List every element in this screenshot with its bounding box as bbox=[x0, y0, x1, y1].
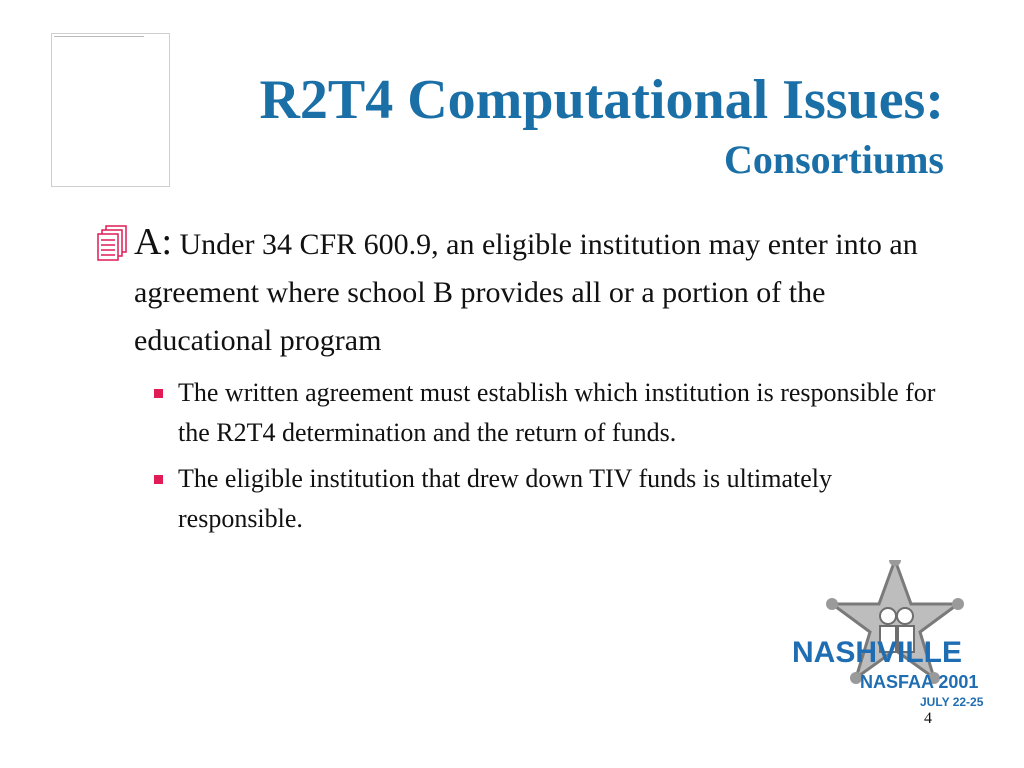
logo-name: NASHVILLE bbox=[792, 636, 963, 669]
answer-label: A: bbox=[134, 221, 172, 263]
page-number: 4 bbox=[924, 710, 932, 727]
sub-bullet-1: The written agreement must establish which institution is responsible for the R2T4 determination and the return of funds. bbox=[148, 373, 936, 453]
document-stack-icon bbox=[96, 224, 130, 264]
nashville-nasfaa-logo bbox=[790, 560, 1000, 720]
sub-bullet-list bbox=[148, 373, 936, 539]
logo-line2: NASFAA 2001 bbox=[860, 672, 979, 692]
slide-title: R2T4 Computational Issues: bbox=[259, 69, 944, 131]
sub-bullet-2: The eligible institution that drew down TIV funds is ultimately responsible. bbox=[148, 459, 936, 539]
main-bullet-text: Under 34 CFR 600.9, an eligible institution may enter into an agreement where school B provides all or a portion of the educational program bbox=[134, 228, 918, 357]
logo-line3: JULY 22-25 bbox=[920, 695, 984, 709]
image-placeholder bbox=[51, 33, 170, 187]
main-bullet bbox=[96, 218, 936, 365]
slide-subtitle: Consortiums bbox=[723, 137, 944, 182]
slide-content bbox=[96, 218, 936, 545]
placeholder-line bbox=[54, 36, 144, 41]
